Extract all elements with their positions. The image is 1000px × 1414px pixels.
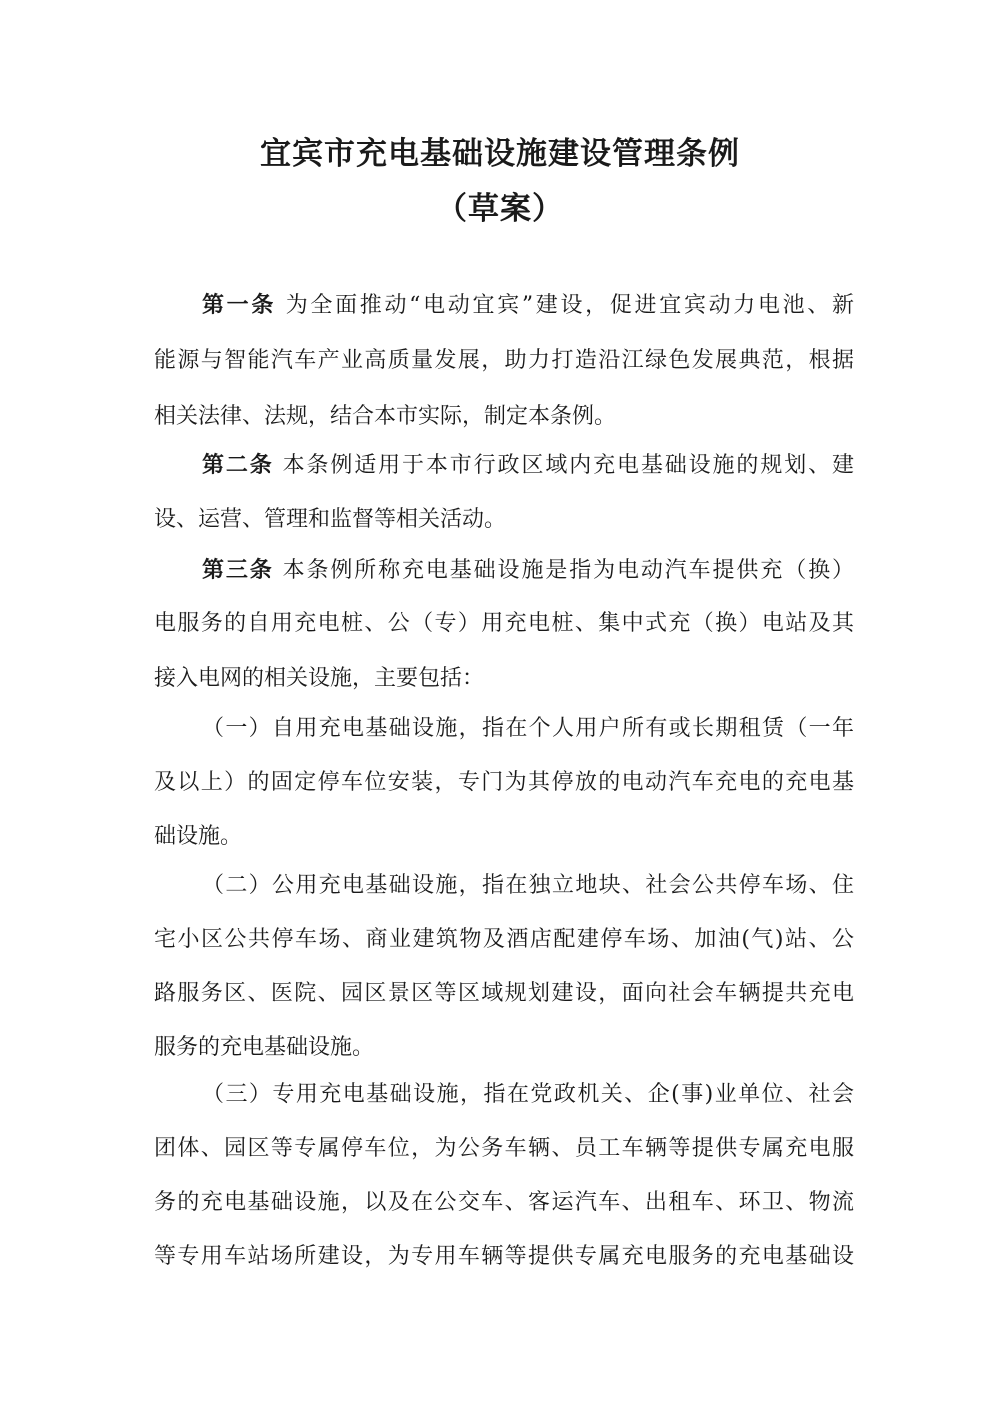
item-3-line-1: （三）专用充电基础设施，指在党政机关、企(事)业单位、社会 <box>202 1082 854 1107</box>
article-3-line-3: 接入电网的相关设施，主要包括： <box>154 666 485 691</box>
item-1-line-3: 础设施。 <box>154 824 243 849</box>
article-1-text-1: 为全面推动“电动宜宾”建设，促进宜宾动力电池、新 <box>285 293 854 318</box>
item-1-line-2: 及以上）的固定停车位安装，专门为其停放的电动汽车充电的充电基 <box>154 770 854 795</box>
article-2-line-1 <box>202 450 854 481</box>
document-title: 宜宾市充电基础设施建设管理条例 <box>260 136 740 172</box>
article-3-line-1 <box>202 555 854 586</box>
article-2-text-1: 本条例适用于本市行政区域内充电基础设施的规划、建 <box>282 453 854 478</box>
article-3-text-1: 本条例所称充电基础设施是指为电动汽车提供充（换） <box>282 558 854 583</box>
article-1-line-2: 能源与智能汽车产业高质量发展，助力打造沿江绿色发展典范，根据 <box>154 348 854 373</box>
document-subtitle: （草案） <box>436 191 564 227</box>
item-3-line-3: 务的充电基础设施，以及在公交车、客运汽车、出租车、环卫、物流 <box>154 1190 854 1215</box>
item-3-line-2: 团体、园区等专属停车位，为公务车辆、员工车辆等提供专属充电服 <box>154 1136 854 1161</box>
article-2-label: 第二条 <box>202 452 274 478</box>
article-1-label: 第一条 <box>202 292 277 318</box>
article-3-label: 第三条 <box>202 557 274 583</box>
article-3-line-2: 电服务的自用充电桩、公（专）用充电桩、集中式充（换）电站及其 <box>154 611 854 636</box>
item-2-line-4: 服务的充电基础设施。 <box>154 1035 375 1060</box>
item-2-line-2: 宅小区公共停车场、商业建筑物及酒店配建停车场、加油(气)站、公 <box>154 927 854 952</box>
article-2-line-2: 设、运营、管理和监督等相关活动。 <box>154 507 507 532</box>
item-2-line-3: 路服务区、医院、园区景区等区域规划建设，面向社会车辆提共充电 <box>154 981 854 1006</box>
item-1-line-1: （一）自用充电基础设施，指在个人用户所有或长期租赁（一年 <box>202 716 854 741</box>
item-3-line-4: 等专用车站场所建设，为专用车辆等提供专属充电服务的充电基础设 <box>154 1244 854 1269</box>
article-1-line-1 <box>202 290 854 321</box>
item-2-line-1: （二）公用充电基础设施，指在独立地块、社会公共停车场、住 <box>202 873 854 898</box>
article-1-line-3: 相关法律、法规，结合本市实际，制定本条例。 <box>154 404 617 429</box>
